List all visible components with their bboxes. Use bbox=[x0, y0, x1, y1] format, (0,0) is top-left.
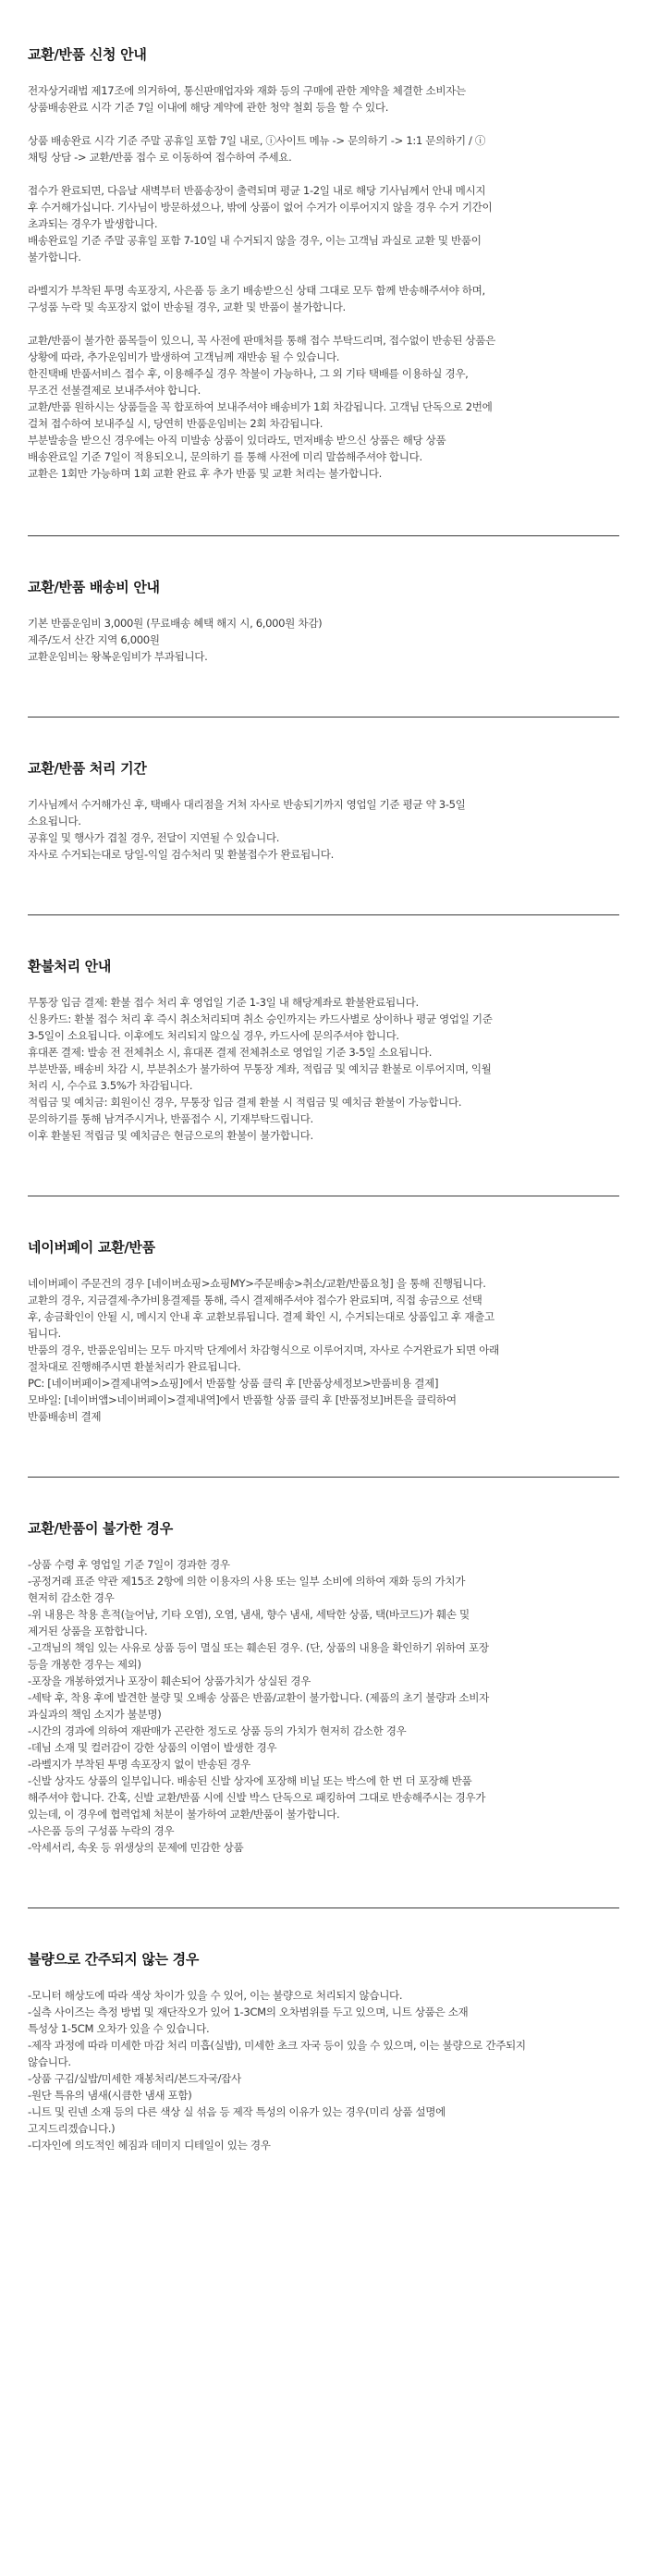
section-body bbox=[28, 796, 619, 863]
text-line: 후, 송금확인이 안될 시, 메시지 안내 후 교환보류됩니다. 결제 확인 시, 수거되는대로 상품입고 후 재출고 bbox=[28, 1310, 494, 1323]
text-line: -상품 구김/실밥/미세한 재봉처리/본드자국/잡사 bbox=[28, 2072, 241, 2085]
text-line: -공정거래 표준 약관 제15조 2항에 의한 이용자의 사용 또는 일부 소비에 의하여 재화 등의 가치가 bbox=[28, 1575, 466, 1588]
text-line: -악세서리, 속옷 등 위생상의 문제에 민감한 상품 bbox=[28, 1841, 244, 1854]
text-line: 교환/반품 원하시는 상품들을 꼭 합포하여 보내주셔야 배송비가 1회 차감됩니다. 고객님 단독으로 2번에 bbox=[28, 400, 493, 413]
section-title: 환불처리 안내 bbox=[28, 958, 112, 975]
text-line: 후 수거해가십니다. 기사님이 방문하셨으나, 밖에 상품이 없어 수거가 이루어지지 않을 경우 수거 기간이 bbox=[28, 201, 493, 214]
text-line: 채팅 상담 -> 교환/반품 접수 로 이동하여 접수하여 주세요. bbox=[28, 151, 292, 164]
text-line: 구성품 누락 및 속포장지 없이 반송될 경우, 교환 및 반품이 불가합니다. bbox=[28, 301, 346, 313]
text-line: 교환운임비는 왕복운임비가 부과됩니다. bbox=[28, 650, 208, 663]
text-line: 이후 환불된 적립금 및 예치금은 현금으로의 환불이 불가합니다. bbox=[28, 1129, 313, 1142]
text-line: -상품 수령 후 영업일 기준 7일이 경과한 경우 bbox=[28, 1558, 230, 1571]
text-line: 등을 개봉한 경우는 제외) bbox=[28, 1658, 141, 1671]
text-line: 한진택배 반품서비스 접수 후, 이용해주실 경우 착불이 가능하나, 그 외 기타 택배를 이용하실 경우, bbox=[28, 367, 469, 380]
text-line: -포장을 개봉하였거나 포장이 훼손되어 상품가치가 상실된 경우 bbox=[28, 1674, 311, 1687]
text-line: 고지드리겠습니다.) bbox=[28, 2122, 116, 2135]
section-not-allowed bbox=[28, 1478, 619, 1908]
text-line: -모니터 해상도에 따라 색상 차이가 있을 수 있어, 이는 불량으로 처리되지 않습니다. bbox=[28, 1989, 403, 2002]
section-body bbox=[28, 615, 619, 665]
section-title: 교환/반품 처리 기간 bbox=[28, 760, 147, 777]
section-refund bbox=[28, 915, 619, 1196]
text-line: 반품배송비 결제 bbox=[28, 1410, 102, 1423]
text-line: 라벨지가 부착된 투명 속포장지, 사은품 등 초기 배송받으신 상태 그대로 모두 함께 반송해주셔야 하며, bbox=[28, 284, 485, 297]
text-line: -데님 소재 및 컬러감이 강한 상품의 이염이 발생한 경우 bbox=[28, 1741, 277, 1754]
text-line: 자사로 수거되는대로 당일-익일 검수처리 및 환불접수가 완료됩니다. bbox=[28, 848, 334, 861]
section-title: 교환/반품 신청 안내 bbox=[28, 46, 147, 63]
text-line: 교환은 1회만 가능하며 1회 교환 완료 후 추가 반품 및 교환 처리는 불가합니다. bbox=[28, 467, 382, 480]
section-body bbox=[28, 994, 619, 1144]
section-body bbox=[28, 1556, 619, 1856]
text-line: 됩니다. bbox=[28, 1327, 61, 1340]
text-line: 기본 반품운임비 3,000원 (무료배송 혜택 해지 시, 6,000원 차감) bbox=[28, 617, 323, 630]
section-apply bbox=[28, 0, 619, 536]
text-line: 네이버페이 주문건의 경우 [네이버쇼핑>쇼핑MY>주문배송>취소/교환/반품요청] 을 통해 진행됩니다. bbox=[28, 1277, 486, 1290]
text-line: -디자인에 의도적인 헤짐과 데미지 디테일이 있는 경우 bbox=[28, 2139, 271, 2152]
text-line: -니트 및 린넨 소재 등의 다른 색상 실 섞음 등 제작 특성의 이유가 있는 경우(미리 상품 설명에 bbox=[28, 2105, 446, 2118]
text-line: 걸쳐 접수하여 보내주실 시, 당연히 반품운임비는 2회 차감됩니다. bbox=[28, 417, 324, 430]
text-line: -라벨지가 부착된 투명 속포장지 없이 반송된 경우 bbox=[28, 1758, 250, 1771]
text-line: 공휴일 및 행사가 겹칠 경우, 전달이 지연될 수 있습니다. bbox=[28, 831, 280, 844]
text-line: 무통장 입금 결제: 환불 접수 처리 후 영업일 기준 1-3일 내 해당계좌로 환불완료됩니다. bbox=[28, 996, 419, 1009]
section-shipping-fee bbox=[28, 536, 619, 718]
text-line: 적립금 및 예치금: 회원이신 경우, 무통장 입금 결제 환불 시 적립금 및 예치금 환불이 가능합니다. bbox=[28, 1096, 462, 1109]
text-line: 있는데, 이 경우에 협력업체 처분이 불가하여 교환/반품이 불가합니다. bbox=[28, 1808, 340, 1821]
paragraph bbox=[28, 1987, 619, 2153]
text-line: 3-5일이 소요됩니다. 이후에도 처리되지 않으실 경우, 카드사에 문의주셔야 합니다. bbox=[28, 1029, 399, 1042]
text-line: 무조건 선불결제로 보내주셔야 합니다. bbox=[28, 384, 201, 397]
paragraph bbox=[28, 182, 619, 265]
paragraph bbox=[28, 1556, 619, 1856]
text-line: 배송완료일 기준 주말 공휴일 포함 7-10일 내 수거되지 않을 경우, 이는 고객님 과실로 교환 및 반품이 bbox=[28, 234, 482, 247]
text-line: -시간의 경과에 의하여 재판매가 곤란한 정도로 상품 등의 가치가 현저히 감소한 경우 bbox=[28, 1724, 407, 1737]
text-line: -세탁 후, 착용 후에 발견한 불량 및 오배송 상품은 반품/교환이 불가합니다. (제품의 초기 불량과 소비자 bbox=[28, 1691, 489, 1704]
text-line: 초과되는 경우가 발생합니다. bbox=[28, 217, 158, 230]
text-line: -원단 특유의 냄새(시큼한 냄새 포함) bbox=[28, 2089, 192, 2102]
text-line: 전자상거래법 제17조에 의거하여, 통신판매업자와 재화 등의 구매에 관한 계약을 체결한 소비자는 bbox=[28, 84, 466, 97]
text-line: 불가합니다. bbox=[28, 251, 81, 264]
text-line: -실측 사이즈는 측정 방법 및 재단작오가 있어 1-3CM의 오차범위를 두고 있으며, 니트 상품은 소재 bbox=[28, 2006, 469, 2018]
paragraph bbox=[28, 282, 619, 315]
section-naverpay bbox=[28, 1196, 619, 1478]
text-line: 부분발송을 받으신 경우에는 아직 미발송 상품이 있더라도, 먼저배송 받으신 상품은 해당 상품 bbox=[28, 434, 446, 447]
text-line: 휴대폰 결제: 발송 전 전체취소 시, 휴대폰 결제 전체취소로 영업일 기준 3-5일 소요됩니다. bbox=[28, 1046, 433, 1059]
text-line: -제작 과정에 따라 미세한 마감 처리 미흡(실밥), 미세한 초크 자국 등이 있을 수 있으며, 이는 불량으로 간주되지 bbox=[28, 2039, 526, 2052]
text-line: 상품배송완료 시각 기준 7일 이내에 해당 계약에 관한 청약 철회 등을 할 수 있다. bbox=[28, 101, 389, 114]
section-title: 교환/반품 배송비 안내 bbox=[28, 579, 160, 595]
text-line: 교환/반품이 불가한 품목들이 있으니, 꼭 사전에 판매처를 통해 접수 부탁드리며, 접수없이 반송된 상품은 bbox=[28, 334, 495, 347]
text-line: -고객님의 책임 있는 사유로 상품 등이 멸실 또는 훼손된 경우. (단, 상품의 내용을 확인하기 위하여 포장 bbox=[28, 1641, 489, 1654]
text-line: 부분반품, 배송비 차감 시, 부분취소가 불가하여 무통장 계좌, 적립금 및 예치금 환불로 이루어지며, 익월 bbox=[28, 1062, 492, 1075]
paragraph bbox=[28, 1275, 619, 1425]
text-line: 해주셔야 합니다. 간혹, 신발 교환/반품 시에 신발 박스 단독으로 패킹하여 그대로 반송해주시는 경우가 bbox=[28, 1791, 486, 1804]
text-line: 특성상 1-5CM 오차가 있을 수 있습니다. bbox=[28, 2022, 210, 2035]
text-line: 반품의 경우, 반품운임비는 모두 마지막 단계에서 차감형식으로 이루어지며, 자사로 수거완료가 되면 아래 bbox=[28, 1343, 499, 1356]
paragraph bbox=[28, 82, 619, 116]
text-line: 상품 배송완료 시각 기준 주말 공휴일 포함 7일 내로, ⓘ사이트 메뉴 -> 문의하기 -> 1:1 문의하기 / ⓘ bbox=[28, 134, 486, 147]
text-line: -위 내용은 착용 흔적(늘어남, 기타 오염), 오염, 냄새, 향수 냄새, 세탁한 상품, 택(바코드)가 훼손 및 bbox=[28, 1608, 470, 1621]
text-line: 않습니다. bbox=[28, 2055, 71, 2068]
text-line: -신발 상자도 상품의 일부입니다. 배송된 신발 상자에 포장해 비닐 또는 박스에 한 번 더 포장해 반품 bbox=[28, 1774, 472, 1787]
paragraph bbox=[28, 132, 619, 166]
text-line: 현저히 감소한 경우 bbox=[28, 1591, 115, 1604]
text-line: 교환의 경우, 지금결제·추가비용결제를 통해, 즉시 결제해주셔야 접수가 완료되며, 직접 송금으로 선택 bbox=[28, 1294, 482, 1306]
paragraph bbox=[28, 994, 619, 1144]
text-line: 접수가 완료되면, 다음날 새벽부터 반품송장이 출력되며 평균 1-2일 내로 해당 기사님께서 안내 메시지 bbox=[28, 184, 486, 197]
paragraph bbox=[28, 615, 619, 665]
paragraph bbox=[28, 796, 619, 863]
text-line: 모바일: [네이버앱>네이버페이>결제내역]에서 반품할 상품 클릭 후 [반품정보]버튼을 클릭하여 bbox=[28, 1393, 457, 1406]
section-body bbox=[28, 1987, 619, 2153]
text-line: 제거된 상품을 포함합니다. bbox=[28, 1625, 148, 1638]
section-title: 교환/반품이 불가한 경우 bbox=[28, 1520, 173, 1537]
section-body bbox=[28, 82, 619, 482]
section-body bbox=[28, 1275, 619, 1425]
text-line: 상황에 따라, 추가운임비가 발생하여 고객님께 재반송 될 수 있습니다. bbox=[28, 350, 340, 363]
paragraph bbox=[28, 332, 619, 482]
section-period bbox=[28, 718, 619, 915]
text-line: -사은품 등의 구성품 누락의 경우 bbox=[28, 1824, 175, 1837]
section-title: 불량으로 간주되지 않는 경우 bbox=[28, 1951, 200, 1968]
text-line: 처리 시, 수수료 3.5%가 차감됩니다. bbox=[28, 1079, 193, 1092]
text-line: 제주/도서 산간 지역 6,000원 bbox=[28, 633, 160, 646]
section-not-defect bbox=[28, 1908, 619, 2190]
text-line: 배송완료일 기준 7일이 적용되오니, 문의하기 를 통해 사전에 미리 말씀해주셔야 합니다. bbox=[28, 450, 422, 463]
text-line: 과실과의 책임 소지가 불분명) bbox=[28, 1708, 162, 1721]
text-line: 문의하기를 통해 남겨주시거나, 반품접수 시, 기재부탁드립니다. bbox=[28, 1112, 313, 1125]
section-title: 네이버페이 교환/반품 bbox=[28, 1239, 155, 1256]
text-line: 소요됩니다. bbox=[28, 815, 81, 828]
text-line: 절차대로 진행해주시면 환불처리가 완료됩니다. bbox=[28, 1360, 241, 1373]
text-line: PC: [네이버페이>결제내역>쇼핑]에서 반품할 상품 클릭 후 [반품상세정보>반품비용 결제] bbox=[28, 1377, 439, 1390]
text-line: 신용카드: 환불 접수 처리 후 즉시 취소처리되며 취소 승인까지는 카드사별로 상이하나 평균 영업일 기준 bbox=[28, 1012, 493, 1025]
text-line: 기사님께서 수거해가신 후, 택배사 대리점을 거쳐 자사로 반송되기까지 영업일 기준 평균 약 3-5일 bbox=[28, 798, 466, 811]
